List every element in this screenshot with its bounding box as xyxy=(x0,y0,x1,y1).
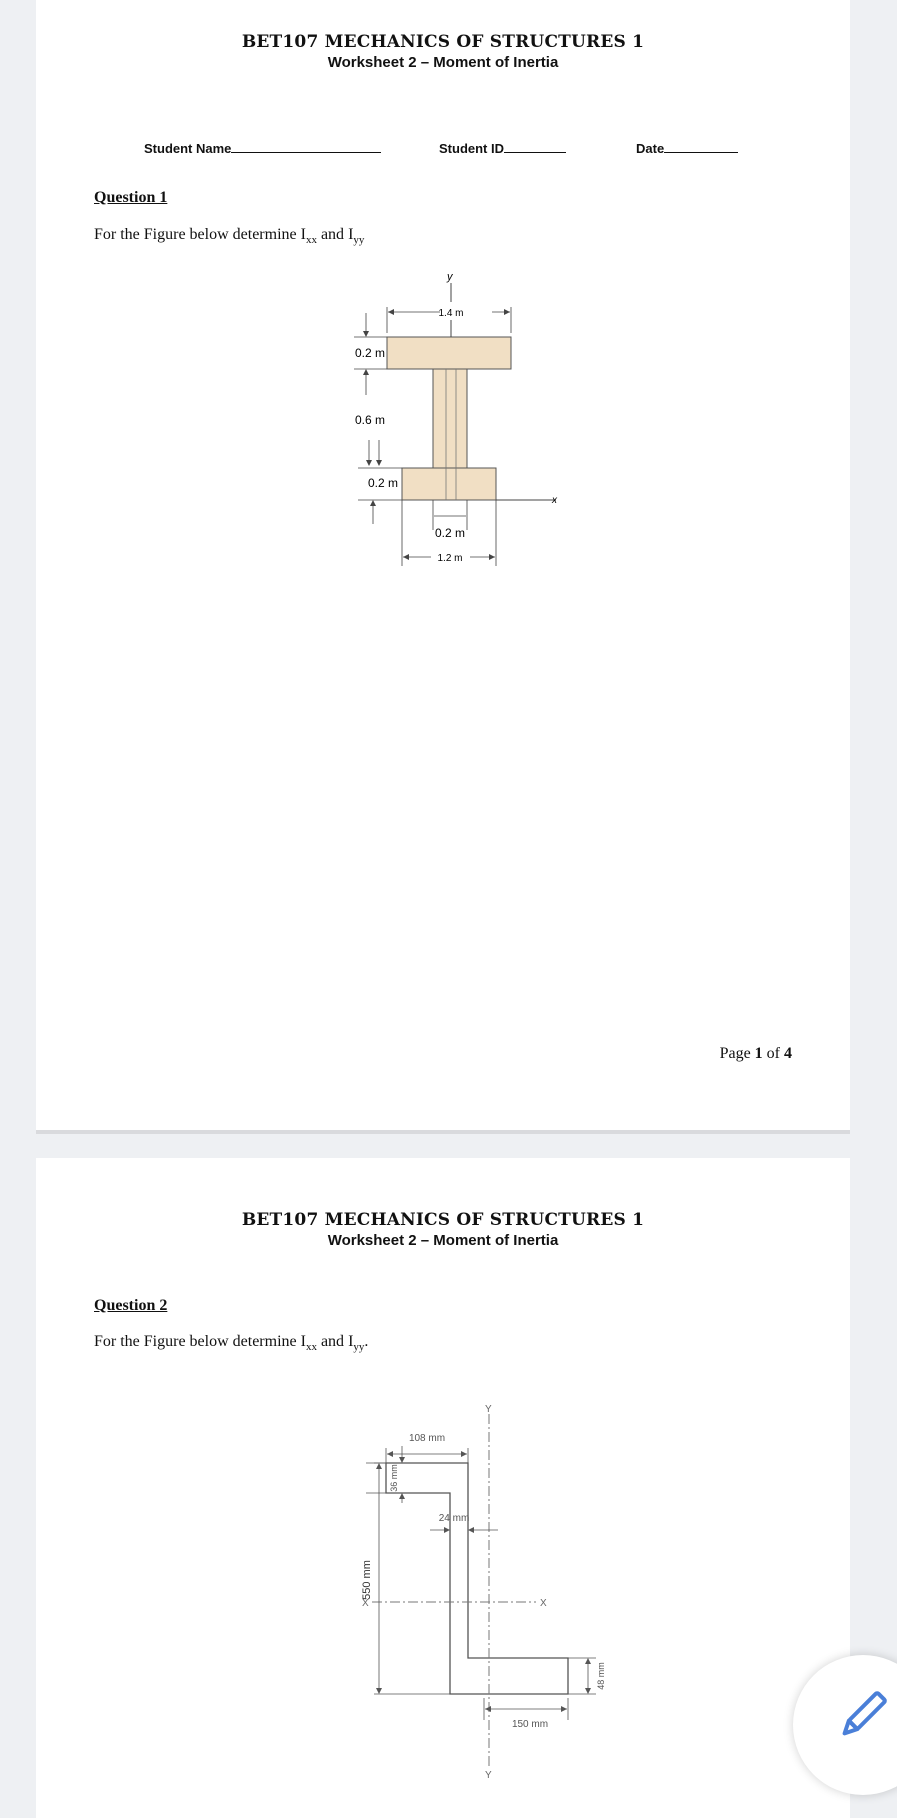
dim-web-thickness: 24 mm xyxy=(438,1513,470,1524)
page-number: Page 1 of 4 xyxy=(719,1045,792,1062)
dim-bottom-width: 1.2 m xyxy=(437,553,463,564)
page-separator xyxy=(36,1130,850,1134)
worksheet-title: Worksheet 2 – Moment of Inertia xyxy=(327,1232,559,1249)
course-title: BET107 MECHANICS OF STRUCTURES 1 xyxy=(241,1210,645,1230)
axis-Y-top: Y xyxy=(485,1404,492,1415)
course-title: BET107 MECHANICS OF STRUCTURES 1 xyxy=(241,32,645,52)
document-page-1 xyxy=(36,0,850,1130)
dim-top-flange: 0.2 m xyxy=(355,346,386,360)
date-label: Date xyxy=(636,141,665,156)
dim-bottom-width: 150 mm xyxy=(511,1719,549,1730)
dim-top-width: 108 mm xyxy=(408,1433,446,1444)
student-name-label: Student Name xyxy=(144,141,232,156)
axis-y-label: y xyxy=(447,271,453,283)
i-beam-figure xyxy=(36,0,850,600)
dim-bottom-flange: 0.2 m xyxy=(368,476,399,490)
document-page-2 xyxy=(36,1158,850,1818)
bottom-flange xyxy=(402,468,496,500)
top-flange xyxy=(387,337,511,369)
pencil-icon xyxy=(833,1685,893,1745)
dim-top-thickness: 36 mm xyxy=(389,1464,399,1492)
dim-top-width: 1.4 m xyxy=(438,308,464,319)
dim-web-width: 0.2 m xyxy=(434,526,466,540)
dim-total-height: 550 mm xyxy=(361,1560,373,1600)
dim-bottom-thickness: 48 mm xyxy=(596,1662,606,1690)
worksheet-title: Worksheet 2 – Moment of Inertia xyxy=(327,54,559,71)
question-1-title: Question 1 xyxy=(94,189,168,206)
axis-X-left: X xyxy=(362,1598,369,1609)
z-section-outline xyxy=(386,1463,568,1694)
question-2-text: For the Figure below determine $I_{xx}$ and $I_{yy}$. xyxy=(94,1333,369,1354)
web xyxy=(433,369,467,468)
question-2-title: Question 2 xyxy=(94,1297,168,1314)
z-section-figure xyxy=(36,1158,850,1818)
axis-X-right: X xyxy=(540,1598,547,1609)
dim-web-height: 0.6 m xyxy=(355,413,386,427)
question-1-text: For the Figure below determine $I_{xx}$ and $I_{yy}$ xyxy=(94,226,365,247)
axis-Y-bottom: Y xyxy=(485,1770,492,1781)
axis-x-label: x xyxy=(552,495,557,506)
student-id-label: Student ID xyxy=(439,141,504,156)
